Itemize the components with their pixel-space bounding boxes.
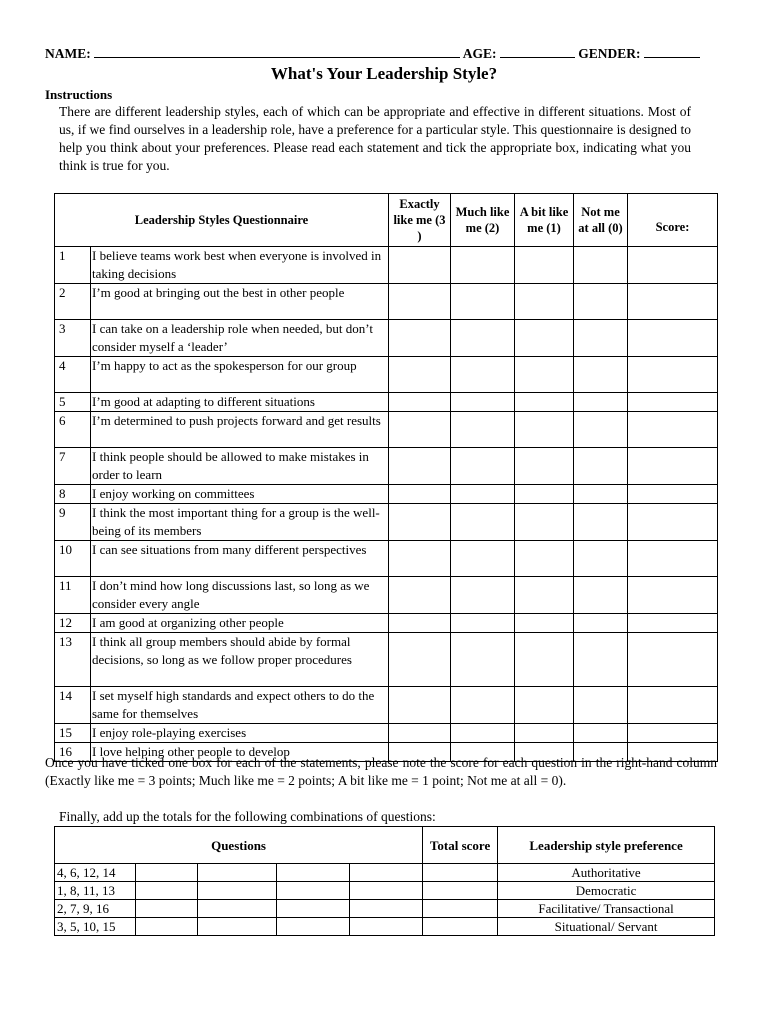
question-statement: I’m determined to push projects forward and get results	[91, 412, 389, 448]
tick-box-bit-like-me[interactable]	[515, 412, 574, 448]
tick-box-much-like-me[interactable]	[451, 393, 515, 412]
tick-box-bit-like-me[interactable]	[515, 614, 574, 633]
question-score-cell[interactable]	[350, 900, 423, 918]
question-score-cell[interactable]	[350, 864, 423, 882]
score-cell[interactable]	[628, 633, 718, 687]
question-number: 9	[55, 504, 91, 541]
questionnaire-body	[55, 247, 718, 762]
tick-box-not-me-at-all[interactable]	[574, 633, 628, 687]
totals-row	[55, 918, 715, 936]
question-statement: I’m good at adapting to different situations	[91, 393, 389, 412]
totals-col-total: Total score	[423, 827, 498, 864]
tick-box-exactly-like-me[interactable]	[389, 448, 451, 485]
tick-box-not-me-at-all[interactable]	[574, 393, 628, 412]
totals-row	[55, 882, 715, 900]
question-statement: I believe teams work best when everyone is involved in taking decisions	[91, 247, 389, 284]
total-score-cell[interactable]	[423, 900, 498, 918]
tick-box-not-me-at-all[interactable]	[574, 504, 628, 541]
question-score-cell[interactable]	[198, 882, 277, 900]
question-row	[55, 577, 718, 614]
tick-box-much-like-me[interactable]	[451, 724, 515, 743]
gender-label: GENDER:	[578, 46, 641, 61]
tick-box-much-like-me[interactable]	[451, 247, 515, 284]
totals-col-questions: Questions	[55, 827, 423, 864]
tick-box-not-me-at-all[interactable]	[574, 485, 628, 504]
question-number: 7	[55, 448, 91, 485]
tick-box-bit-like-me[interactable]	[515, 504, 574, 541]
score-cell[interactable]	[628, 284, 718, 320]
tick-box-exactly-like-me[interactable]	[389, 541, 451, 577]
question-number: 2	[55, 284, 91, 320]
question-score-cell[interactable]	[277, 918, 350, 936]
tick-box-bit-like-me[interactable]	[515, 577, 574, 614]
style-preference: Authoritative	[498, 864, 715, 882]
tick-box-not-me-at-all[interactable]	[574, 247, 628, 284]
style-preference: Democratic	[498, 882, 715, 900]
page-title: What's Your Leadership Style?	[270, 64, 498, 83]
tick-box-not-me-at-all[interactable]	[574, 614, 628, 633]
question-combination: 1, 8, 11, 13	[55, 882, 136, 900]
question-number: 16	[55, 743, 91, 762]
question-row	[55, 284, 718, 320]
tick-box-not-me-at-all[interactable]	[574, 541, 628, 577]
question-number: 1	[55, 247, 91, 284]
col-much-like-me: Much like me (2)	[451, 194, 515, 247]
question-number: 15	[55, 724, 91, 743]
tick-box-bit-like-me[interactable]	[515, 541, 574, 577]
question-score-cell[interactable]	[277, 900, 350, 918]
tick-box-much-like-me[interactable]	[451, 541, 515, 577]
tick-box-exactly-like-me[interactable]	[389, 687, 451, 724]
score-cell[interactable]	[628, 412, 718, 448]
tick-box-much-like-me[interactable]	[451, 320, 515, 357]
question-number: 13	[55, 633, 91, 687]
tick-box-bit-like-me[interactable]	[515, 393, 574, 412]
tick-box-much-like-me[interactable]	[451, 504, 515, 541]
question-statement: I enjoy working on committees	[91, 485, 389, 504]
tick-box-bit-like-me[interactable]	[515, 687, 574, 724]
question-row	[55, 633, 718, 687]
col-exactly-like-me: Exactly like me (3 )	[389, 194, 451, 247]
tick-box-bit-like-me[interactable]	[515, 724, 574, 743]
total-score-cell[interactable]	[423, 918, 498, 936]
question-score-cell[interactable]	[198, 864, 277, 882]
col-bit-like-me: A bit like me (1)	[515, 194, 574, 247]
totals-row	[55, 900, 715, 918]
question-row	[55, 724, 718, 743]
question-row	[55, 320, 718, 357]
question-statement: I can see situations from many different perspectives	[91, 541, 389, 577]
tick-box-bit-like-me[interactable]	[515, 357, 574, 393]
question-number: 12	[55, 614, 91, 633]
tick-box-much-like-me[interactable]	[451, 577, 515, 614]
score-cell[interactable]	[628, 485, 718, 504]
tick-box-exactly-like-me[interactable]	[389, 284, 451, 320]
score-cell[interactable]	[628, 687, 718, 724]
question-score-cell[interactable]	[136, 882, 198, 900]
question-score-cell[interactable]	[277, 864, 350, 882]
score-cell[interactable]	[628, 577, 718, 614]
question-row	[55, 485, 718, 504]
totals-instructions: Finally, add up the totals for the following combinations of questions:	[59, 809, 436, 824]
question-row	[55, 393, 718, 412]
question-number: 5	[55, 393, 91, 412]
scoring-instructions: Once you have ticked one box for each of the statements, please note the score for each question in the right-hand column (Exactly like me = 3 points; Much like me = 2 points; A bit like me = 1 point; Not me at all = 0).	[45, 755, 717, 788]
total-score-cell[interactable]	[423, 864, 498, 882]
tick-box-bit-like-me[interactable]	[515, 448, 574, 485]
col-not-me-at-all: Not me at all (0)	[574, 194, 628, 247]
question-score-cell[interactable]	[277, 882, 350, 900]
style-preference: Facilitative/ Transactional	[498, 900, 715, 918]
score-cell[interactable]	[628, 541, 718, 577]
score-cell[interactable]	[628, 724, 718, 743]
question-statement: I am good at organizing other people	[91, 614, 389, 633]
score-cell[interactable]	[628, 247, 718, 284]
question-number: 14	[55, 687, 91, 724]
question-number: 11	[55, 577, 91, 614]
tick-box-much-like-me[interactable]	[451, 485, 515, 504]
gender-field[interactable]	[644, 45, 700, 58]
score-cell[interactable]	[628, 614, 718, 633]
tick-box-bit-like-me[interactable]	[515, 633, 574, 687]
tick-box-not-me-at-all[interactable]	[574, 687, 628, 724]
tick-box-bit-like-me[interactable]	[515, 320, 574, 357]
question-score-cell[interactable]	[136, 864, 198, 882]
tick-box-exactly-like-me[interactable]	[389, 633, 451, 687]
age-label: AGE:	[462, 46, 497, 61]
tick-box-not-me-at-all[interactable]	[574, 357, 628, 393]
tick-box-not-me-at-all[interactable]	[574, 320, 628, 357]
question-combination: 4, 6, 12, 14	[55, 864, 136, 882]
question-statement: I’m good at bringing out the best in other people	[91, 284, 389, 320]
question-score-cell[interactable]	[350, 918, 423, 936]
questionnaire-heading: Leadership Styles Questionnaire	[55, 194, 389, 247]
question-row	[55, 504, 718, 541]
tick-box-exactly-like-me[interactable]	[389, 357, 451, 393]
instructions-heading: Instructions	[45, 87, 113, 102]
tick-box-exactly-like-me[interactable]	[389, 614, 451, 633]
question-number: 3	[55, 320, 91, 357]
question-score-cell[interactable]	[198, 900, 277, 918]
name-field[interactable]	[94, 45, 460, 58]
score-cell[interactable]	[628, 393, 718, 412]
totals-table	[54, 826, 715, 936]
question-statement: I’m happy to act as the spokesperson for our group	[91, 357, 389, 393]
question-statement: I set myself high standards and expect others to do the same for themselves	[91, 687, 389, 724]
tick-box-much-like-me[interactable]	[451, 412, 515, 448]
instructions-text: There are different leadership styles, each of which can be appropriate and effective in different situations. Most of us, if we find ourselves in a leadership role, have a preference for a particular style. This questionnaire is designed to help you think about your preferences. Please read each statement and tick the appropriate box, indicating what you think is true for you.	[59, 104, 691, 173]
tick-box-much-like-me[interactable]	[451, 284, 515, 320]
tick-box-much-like-me[interactable]	[451, 357, 515, 393]
question-score-cell[interactable]	[136, 918, 198, 936]
tick-box-exactly-like-me[interactable]	[389, 577, 451, 614]
tick-box-exactly-like-me[interactable]	[389, 247, 451, 284]
question-score-cell[interactable]	[198, 918, 277, 936]
score-cell[interactable]	[628, 320, 718, 357]
tick-box-bit-like-me[interactable]	[515, 485, 574, 504]
tick-box-bit-like-me[interactable]	[515, 284, 574, 320]
total-score-cell[interactable]	[423, 882, 498, 900]
score-cell[interactable]	[628, 357, 718, 393]
question-row	[55, 448, 718, 485]
questionnaire-table	[54, 193, 718, 762]
question-number: 4	[55, 357, 91, 393]
style-preference: Situational/ Servant	[498, 918, 715, 936]
tick-box-exactly-like-me[interactable]	[389, 504, 451, 541]
tick-box-much-like-me[interactable]	[451, 687, 515, 724]
tick-box-exactly-like-me[interactable]	[389, 393, 451, 412]
score-cell[interactable]	[628, 504, 718, 541]
question-row	[55, 247, 718, 284]
tick-box-exactly-like-me[interactable]	[389, 485, 451, 504]
question-score-cell[interactable]	[136, 900, 198, 918]
col-score: Score:	[628, 194, 718, 247]
tick-box-exactly-like-me[interactable]	[389, 724, 451, 743]
personal-details-line	[45, 45, 715, 63]
tick-box-exactly-like-me[interactable]	[389, 320, 451, 357]
question-statement: I think people should be allowed to make mistakes in order to learn	[91, 448, 389, 485]
question-row	[55, 687, 718, 724]
question-row	[55, 412, 718, 448]
question-number: 8	[55, 485, 91, 504]
question-number: 6	[55, 412, 91, 448]
age-field[interactable]	[500, 45, 575, 58]
question-statement: I can take on a leadership role when needed, but don’t consider myself a ‘leader’	[91, 320, 389, 357]
question-number: 10	[55, 541, 91, 577]
tick-box-much-like-me[interactable]	[451, 633, 515, 687]
question-statement: I enjoy role-playing exercises	[91, 724, 389, 743]
tick-box-exactly-like-me[interactable]	[389, 412, 451, 448]
score-cell[interactable]	[628, 448, 718, 485]
tick-box-not-me-at-all[interactable]	[574, 412, 628, 448]
question-row	[55, 614, 718, 633]
question-statement: I love helping other people to develop	[91, 743, 389, 762]
tick-box-not-me-at-all[interactable]	[574, 724, 628, 743]
question-combination: 2, 7, 9, 16	[55, 900, 136, 918]
tick-box-not-me-at-all[interactable]	[574, 448, 628, 485]
tick-box-bit-like-me[interactable]	[515, 247, 574, 284]
question-row	[55, 357, 718, 393]
question-statement: I don’t mind how long discussions last, so long as we consider every angle	[91, 577, 389, 614]
totals-body	[55, 864, 715, 936]
question-row	[55, 541, 718, 577]
tick-box-much-like-me[interactable]	[451, 448, 515, 485]
name-label: NAME:	[45, 46, 91, 61]
tick-box-not-me-at-all[interactable]	[574, 577, 628, 614]
tick-box-not-me-at-all[interactable]	[574, 284, 628, 320]
question-statement: I think the most important thing for a group is the well- being of its members	[91, 504, 389, 541]
question-statement: I think all group members should abide by formal decisions, so long as we follow proper procedures	[91, 633, 389, 687]
totals-col-preference: Leadership style preference	[498, 827, 715, 864]
tick-box-much-like-me[interactable]	[451, 614, 515, 633]
question-score-cell[interactable]	[350, 882, 423, 900]
question-combination: 3, 5, 10, 15	[55, 918, 136, 936]
totals-row	[55, 864, 715, 882]
